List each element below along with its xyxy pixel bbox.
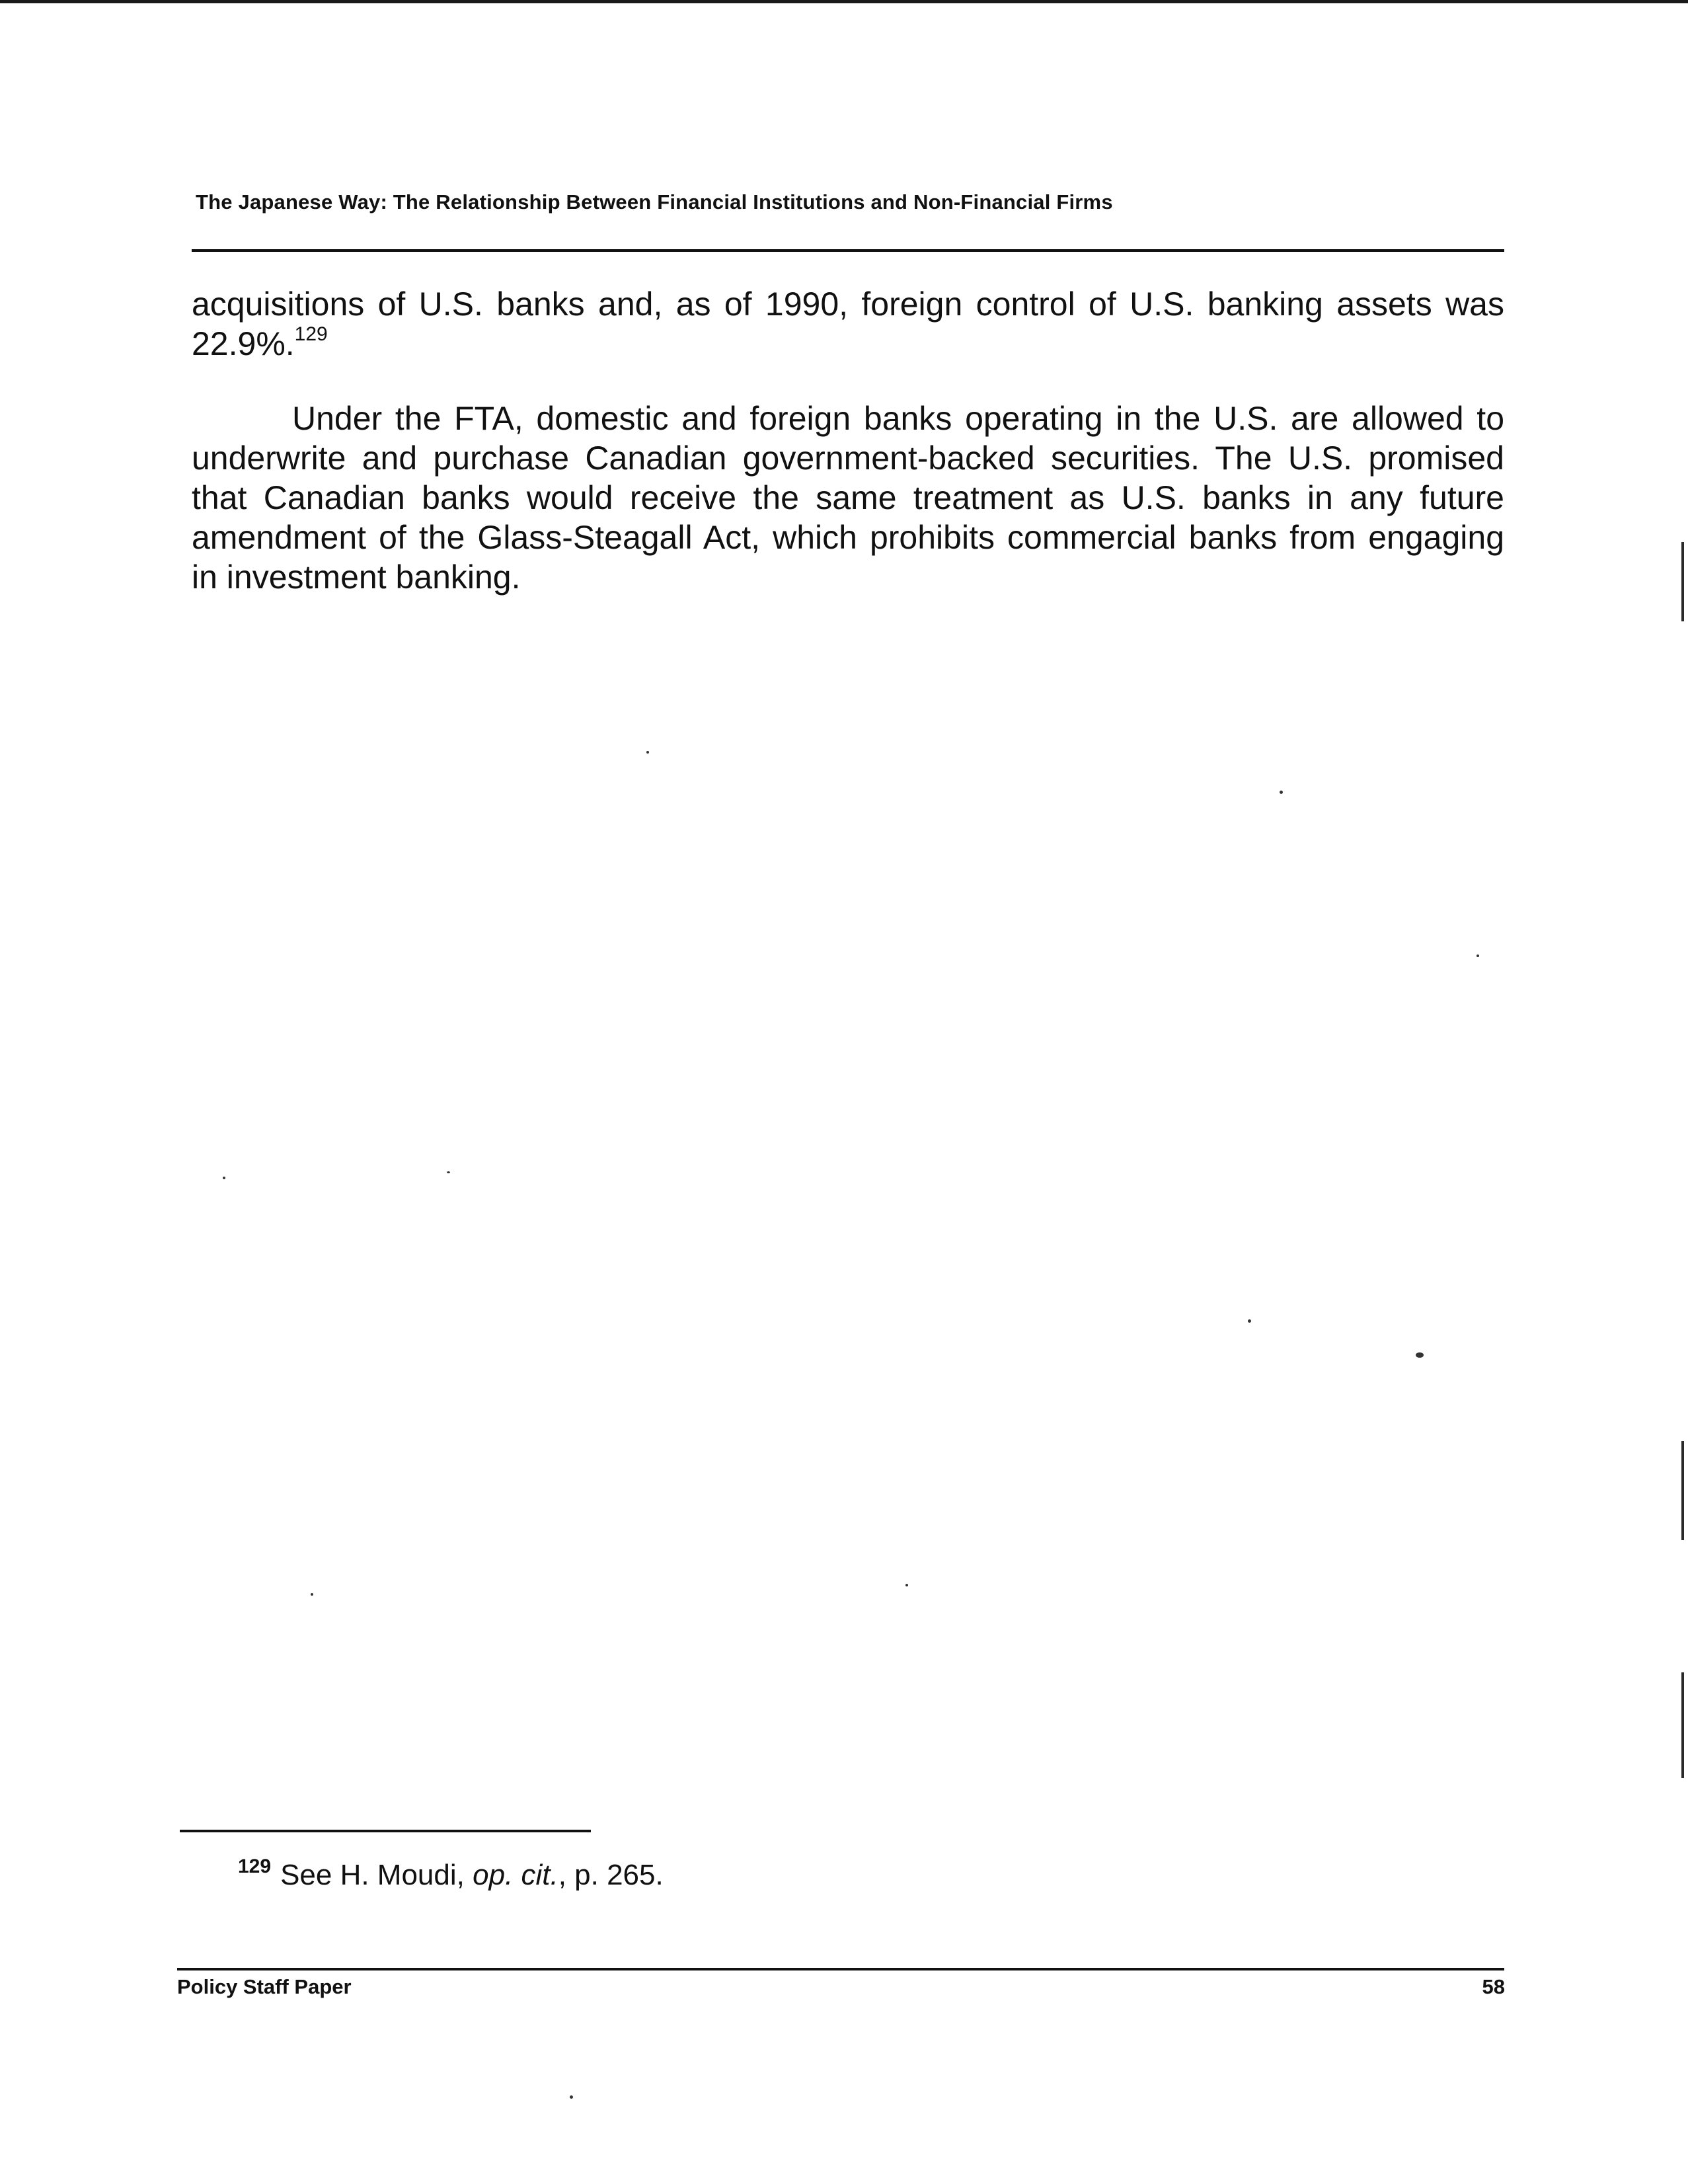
footer-rule <box>177 1968 1504 1970</box>
footnote-text-italic: op. cit. <box>473 1859 558 1891</box>
footnote-separator <box>180 1830 591 1832</box>
scan-speck <box>570 2095 573 2099</box>
scan-speck <box>905 1584 908 1586</box>
footnote-text-after: , p. 265. <box>558 1859 664 1891</box>
footnote-number: 129 <box>238 1855 272 1877</box>
page-number: 58 <box>1482 1975 1505 1998</box>
scan-edge-mark <box>1681 1672 1684 1778</box>
scan-edge-mark <box>1681 1441 1684 1540</box>
scan-edge-mark <box>1681 542 1684 621</box>
scan-speck <box>1280 791 1283 794</box>
footer-label: Policy Staff Paper <box>177 1975 352 1998</box>
header-rule <box>192 249 1504 252</box>
scan-speck <box>311 1593 313 1596</box>
scan-speck <box>223 1177 225 1179</box>
scan-speck <box>1416 1352 1424 1358</box>
running-header: The Japanese Way: The Relationship Between Financial Institutions and Non-Financial Firms <box>196 190 1113 214</box>
scan-speck <box>1248 1319 1251 1323</box>
footnote-129 <box>238 1855 664 1892</box>
scan-top-edge <box>0 0 1688 3</box>
paragraph-1 <box>192 284 1504 364</box>
footnote-text-before: See H. Moudi, <box>280 1859 473 1891</box>
footnote-ref-129[interactable]: 129 <box>294 323 328 345</box>
paragraph-1-text: acquisitions of U.S. banks and, as of 1990, foreign control of U.S. banking assets was 22.9%. <box>192 286 1504 362</box>
scan-speck <box>1477 955 1479 957</box>
paragraph-2 <box>192 399 1504 597</box>
paragraph-2-text: Under the FTA, domestic and foreign banks operating in the U.S. are allowed to underwrite and purchase Canadian government-backed securities. The U.S. promised that Canadian banks would receive the same treatment as U.S. banks in any future amendment of the Glass-Steagall Act, which prohibits commercial banks from engaging in investment banking. <box>192 400 1504 596</box>
scan-speck <box>447 1171 450 1173</box>
scan-speck <box>646 751 649 754</box>
